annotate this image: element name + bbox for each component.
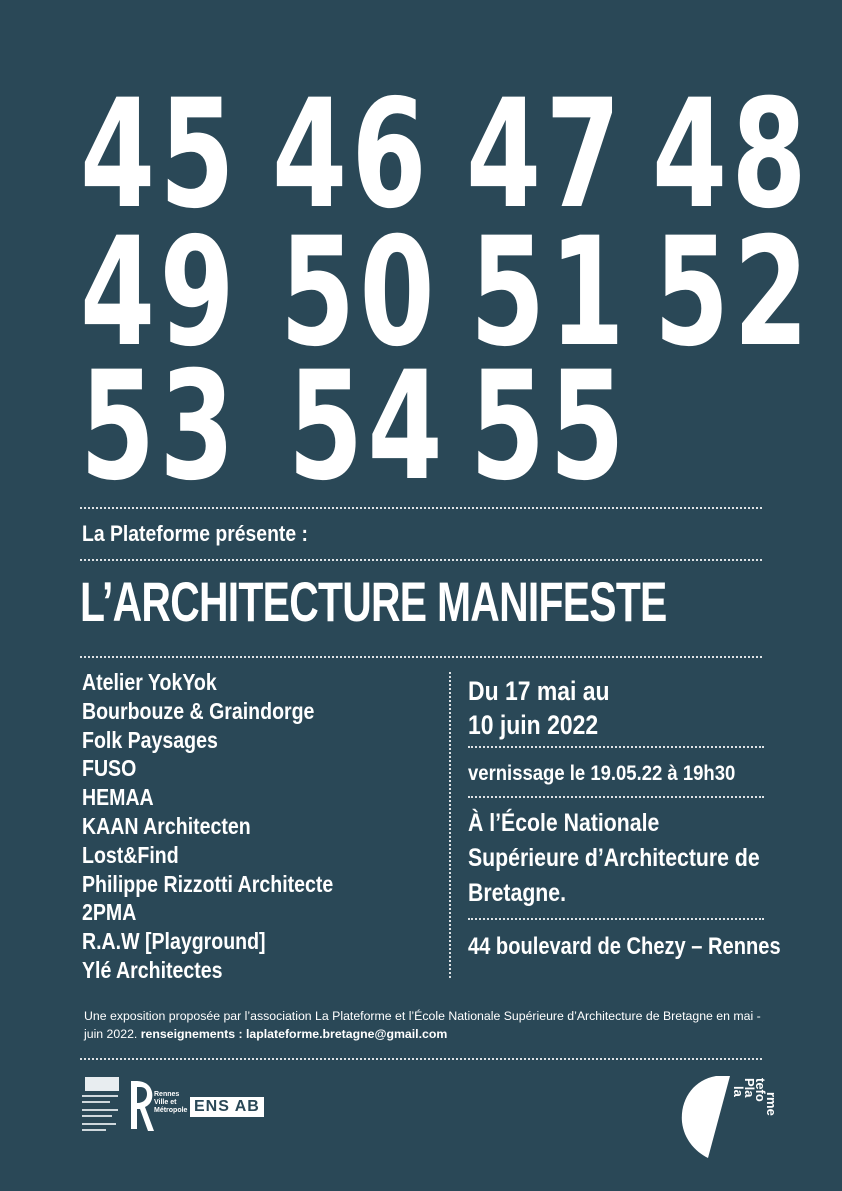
contact-info: renseignements : laplateforme.bretagne@gmail.com xyxy=(140,1027,448,1041)
republique-francaise-logo xyxy=(80,1075,120,1135)
rennes-logo-line-1: Rennes xyxy=(154,1091,180,1098)
number-55: 55 xyxy=(470,340,629,514)
list-item: KAAN Architecten xyxy=(82,812,251,839)
list-item: R.A.W [Playground] xyxy=(82,928,266,955)
list-item: Philippe Rizzotti Architecte xyxy=(82,870,334,897)
plateforme-logo-line-4: rme xyxy=(764,1092,779,1116)
list-item: Bourbouze & Graindorge xyxy=(82,697,315,724)
divider xyxy=(80,507,762,509)
list-item: 2PMA xyxy=(82,899,137,926)
plateforme-shape-icon xyxy=(682,1076,730,1158)
number-47: 47 xyxy=(466,68,625,242)
credits xyxy=(84,1007,774,1043)
number-54: 54 xyxy=(288,340,447,514)
plateforme-logo-line-2: Pla xyxy=(742,1078,757,1098)
list-item: Ylé Architectes xyxy=(82,956,223,983)
list-item: Folk Paysages xyxy=(82,726,218,753)
dates-line-2: 10 juin 2022 xyxy=(468,710,599,740)
divider xyxy=(468,796,764,798)
number-51: 51 xyxy=(470,206,629,380)
list-item: FUSO xyxy=(82,755,137,782)
divider xyxy=(468,746,764,748)
list-item: Atelier YokYok xyxy=(82,669,217,695)
exhibition-title: L’ARCHITECTURE MANIFESTE xyxy=(80,570,667,633)
divider xyxy=(468,918,764,920)
rennes-metropole-logo xyxy=(128,1079,188,1133)
rennes-logo-line-3: Métropole xyxy=(154,1107,188,1114)
address: 44 boulevard de Chezy – Rennes xyxy=(468,933,781,960)
venue-line-1: À l’École Nationale xyxy=(468,809,660,837)
divider xyxy=(80,656,762,658)
venue xyxy=(468,806,760,911)
number-46: 46 xyxy=(272,68,431,242)
column-divider xyxy=(449,672,451,978)
svg-text:rme xyxy=(764,1092,779,1116)
list-item: Lost&Find xyxy=(82,841,179,868)
ensab-logo: ENS AB xyxy=(190,1097,264,1117)
venue-line-2: Supérieure d’Architecture de xyxy=(468,844,760,872)
list-item: HEMAA xyxy=(82,784,154,811)
number-45: 45 xyxy=(80,68,239,242)
divider xyxy=(80,1058,762,1060)
venue-line-3: Bretagne. xyxy=(468,879,567,907)
la-plateforme-logo xyxy=(678,1072,779,1162)
plateforme-logo-line-3: tefo xyxy=(753,1078,768,1102)
rennes-r-icon xyxy=(128,1079,154,1133)
number-53: 53 xyxy=(80,340,239,514)
number-49: 49 xyxy=(80,206,239,380)
plateforme-logo-line-1: la xyxy=(731,1086,746,1097)
divider xyxy=(80,559,762,561)
presents-line: La Plateforme présente : xyxy=(82,521,308,546)
number-52: 52 xyxy=(654,206,813,380)
number-48: 48 xyxy=(652,68,811,242)
rennes-logo-line-2: Ville et xyxy=(154,1099,177,1106)
architects-list xyxy=(82,668,333,985)
credits-text: Une exposition proposée par l’association La Plateforme et l’École Nationale Supérieure d’Architecture de Bretagne en mai - juin 2022. xyxy=(84,1009,761,1041)
vernissage: vernissage le 19.05.22 à 19h30 xyxy=(468,761,736,785)
exhibition-dates xyxy=(468,674,610,742)
dates-line-1: Du 17 mai au xyxy=(468,676,610,706)
number-50: 50 xyxy=(280,206,439,380)
